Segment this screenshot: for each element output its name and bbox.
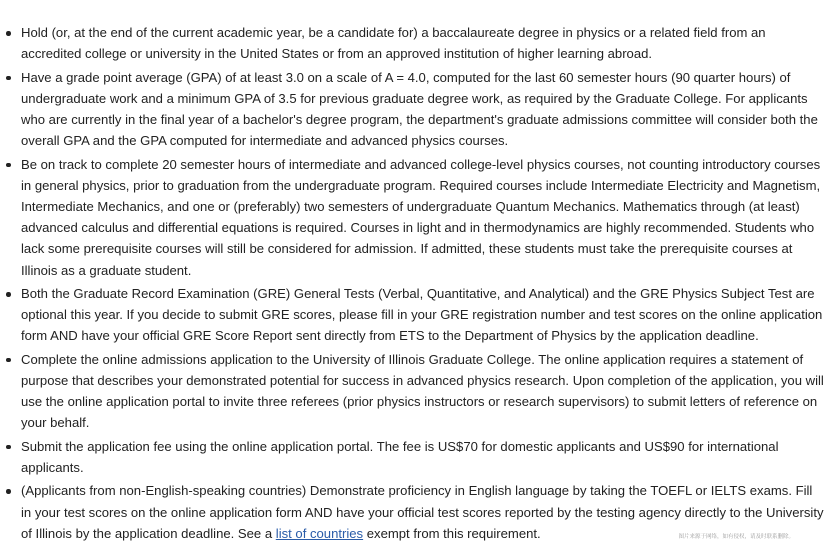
requirement-text: Hold (or, at the end of the current academic year, be a candidate for) a baccalaureate degree in physics or a related field from an accredited college or university in the United States or from an approved institution of higher learning abroad.	[21, 25, 766, 62]
requirement-text: Submit the application fee using the online application portal. The fee is US$70 for domestic applicants and US$90 for international applicants.	[21, 438, 779, 475]
countries-list-link[interactable]: list of countries	[275, 525, 364, 541]
requirement-item	[0, 67, 832, 152]
watermark: 图片来源于网络，如有侵权，请及时联系删除。	[678, 534, 794, 540]
requirement-text: Complete the online admissions application to the University of Illinois Graduate College. The online application requires a statement of purpose that describes your demonstrated potential for success in advanced physics research. Upon completion of the application, you will use the online application portal to invite three referees (prior physics instructors or research supervisors) to submit letters of reference on your behalf.	[21, 351, 824, 431]
requirement-text: Both the Graduate Record Examination (GRE) General Tests (Verbal, Quantitative, and Analytical) and the GRE Physics Subject Test are optional this year. If you decide to submit GRE scores, please fill in your GRE registration number and test scores on the online application form AND have your official GRE Score Report sent directly from ETS to the Department of Physics by the application deadline.	[21, 286, 823, 344]
requirement-item	[0, 283, 832, 347]
requirement-text: Have a grade point average (GPA) of at least 3.0 on a scale of A = 4.0, computed for the last 60 semester hours (90 quarter hours) of undergraduate work and a minimum GPA of 3.5 for previous graduate degree work, as required by the Graduate College. For applicants who are currently in the final year of a bachelor's degree program, the department's graduate admissions committee will consider both the overall GPA and the GPA computed for intermediate and advanced physics courses.	[21, 69, 818, 149]
bullet-icon	[6, 292, 11, 297]
bullet-icon	[6, 31, 11, 36]
bullet-icon	[6, 358, 11, 363]
bullet-icon	[6, 445, 11, 450]
requirement-text-after-link: exempt from this requirement.	[363, 525, 541, 541]
requirement-text-before-link: (Applicants from non-English-speaking countries) Demonstrate proficiency in English language by taking the TOEFL or IELTS exams. Fill in your test scores on the online application form AND have your official test scores reported by the testing agency directly to the University of Illinois by the application deadline. See a	[21, 483, 824, 541]
bullet-icon	[6, 76, 11, 81]
requirement-item	[0, 22, 832, 64]
requirements-list	[0, 22, 832, 546]
bullet-icon	[6, 489, 11, 494]
requirement-item	[0, 154, 832, 281]
bullet-icon	[6, 163, 11, 168]
requirement-text: Be on track to complete 20 semester hours of intermediate and advanced college-level physics courses, not counting introductory courses in general physics, prior to graduation from the undergraduate program. Required courses include Intermediate Electricity and Magnetism, Intermediate Mechanics, and one or (preferably) two semesters of undergraduate Quantum Mechanics. Mathematics through (at least) advanced calculus and differential equations is required. Courses in light and in thermodynamics are highly recommended. Students who lack some prerequisite courses will still be considered for admission. If admitted, these students must take the prerequisite courses at Illinois as a graduate student.	[21, 156, 821, 278]
requirement-item	[0, 349, 832, 434]
requirement-item	[0, 436, 832, 478]
